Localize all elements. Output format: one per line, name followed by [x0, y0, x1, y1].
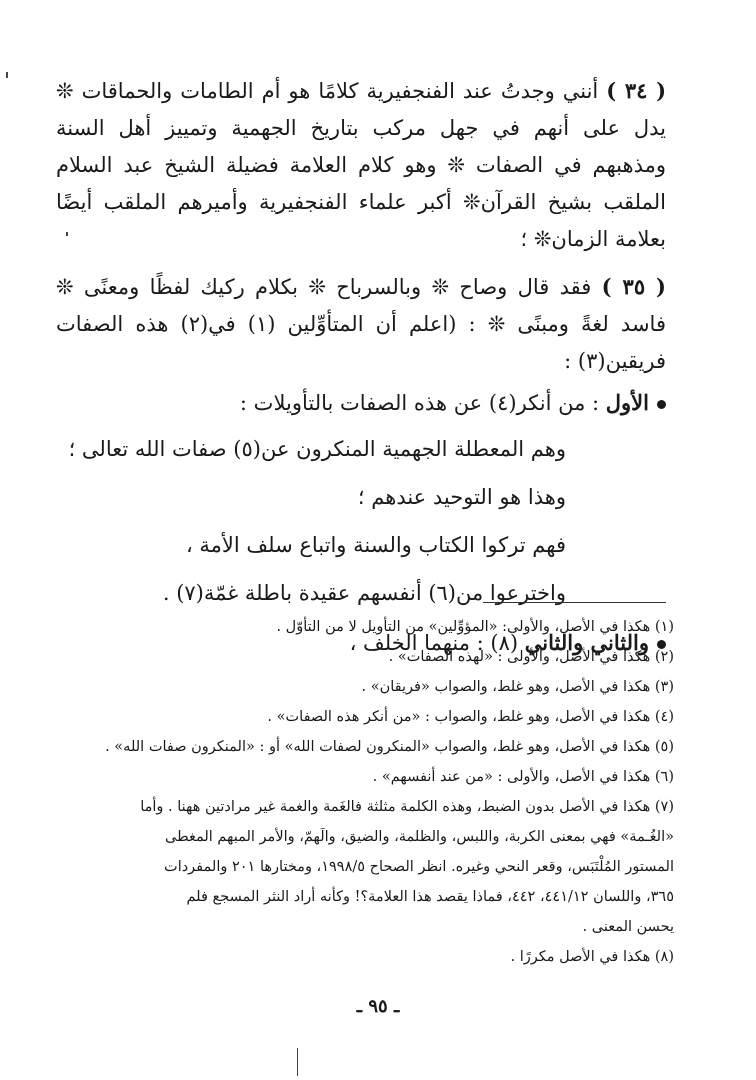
main-text [56, 72, 666, 662]
text-line: أنني وجدتُ عند الفنجفيرية كلامًا هو أم الطامات والحماقات ❊ [56, 79, 599, 103]
scan-speck [297, 1048, 298, 1076]
paragraph-35 [56, 268, 666, 380]
footnote: (٥) هكذا في الأصل، وهو غلط، والصواب «المنكرون لصفات الله» أو : «المنكرون صفات الله» . [105, 739, 674, 755]
group-heading-text: : من أنكر(٤) عن هذه الصفات بالتأويلات : [239, 391, 600, 415]
footnote-continuation: المستور المُلْتَبَس، وقعر النحي وغيره. انظر الصحاح ١٩٩٨/٥، ومختارها ٢٠١ والمفردات [164, 859, 674, 875]
text-line: يدل على أنهم في جهل مركب بتاريخ الجهمية وتمييز أهل السنة ومذهبهم في [56, 116, 666, 177]
scan-speck [6, 72, 8, 78]
text-line: الصفات ❊ وهو كلام العلامة فضيلة الشيخ عبد السلام الملقب بشيخ القرآن❊ [56, 153, 667, 214]
indented-line: وهذا هو التوحيد عندهم ؛ [357, 485, 566, 509]
footnote: (٢) هكذا في الأصل، والأولى : «لهذه الصفات» . [388, 649, 674, 665]
scan-speck [66, 232, 68, 236]
first-group-heading [56, 384, 666, 422]
group-label: الأول [605, 390, 649, 415]
paragraph-number: ( ٣٥ ) [601, 274, 666, 299]
footnote-divider [483, 602, 666, 603]
text-line: فقد قال وصاح ❊ وبالسرباح ❊ بكلام ركيك لفظًا ومعنًى ❊ فاسد [56, 275, 666, 336]
bullet-icon [657, 400, 666, 409]
paragraph-number: ( ٣٤ ) [606, 78, 666, 103]
footnote: (١) هكذا في الأصل، والأولى: «المؤوِّلين» من التأويل لا من التأوّل . [276, 619, 674, 635]
footnote: (٦) هكذا في الأصل، والأولى : «من عند أنفسهم» . [372, 769, 674, 785]
page-number: ـ ٩٥ ـ [356, 996, 400, 1017]
text-line: لغةً ومبنًى ❊ : (اعلم أن المتأوِّلين (١) في(٢) هذه الصفات فريقين(٣) : [56, 312, 666, 373]
text-line: أكبر علماء الفنجفيرية وأميرهم الملقب أيضًا بعلامة الزمان❊ ؛ [56, 190, 666, 251]
footnote: (٧) هكذا في الأصل بدون الضبط، وهذه الكلمة مثلثة فالغَمة والغمة غير مرادتين ههنا . وأما [140, 799, 674, 815]
group-heading-text: (٨) : منهما الخلف ، [349, 631, 519, 655]
footnote-continuation: يحسن المعنى . [582, 919, 674, 935]
indented-line: وهم المعطلة الجهمية المنكرون عن(٥) صفات الله تعالى ؛ [68, 437, 566, 461]
footnotes [54, 612, 674, 972]
group-label: والثاني والثاني [524, 630, 649, 655]
footnote: (٨) هكذا في الأصل مكررًا . [510, 949, 674, 965]
footnote-continuation: ٣٦٥، واللسان ٤٤١/١٢، ٤٤٢، فماذا يقصد هذا العلامة؟! وكأنه أراد النثر المسجع فلم [186, 889, 674, 905]
indented-line: فهم تركوا الكتاب والسنة واتباع سلف الأمة ، [185, 533, 566, 557]
footnote: (٤) هكذا في الأصل، وهو غلط، والصواب : «من أنكر هذه الصفات» . [267, 709, 674, 725]
paragraph-34 [56, 72, 666, 258]
footnote: (٣) هكذا في الأصل، وهو غلط، والصواب «فريقان» . [361, 679, 674, 695]
footnote-continuation: «الغُـمة» فهي بمعنى الكربة، واللبس، والظلمة، والضيق، والَهمّ، والأمر المبهم المغطى [164, 829, 674, 845]
indented-line: واخترعوا من(٦) أنفسهم عقيدة باطلة غمّة(٧) . [162, 581, 566, 605]
